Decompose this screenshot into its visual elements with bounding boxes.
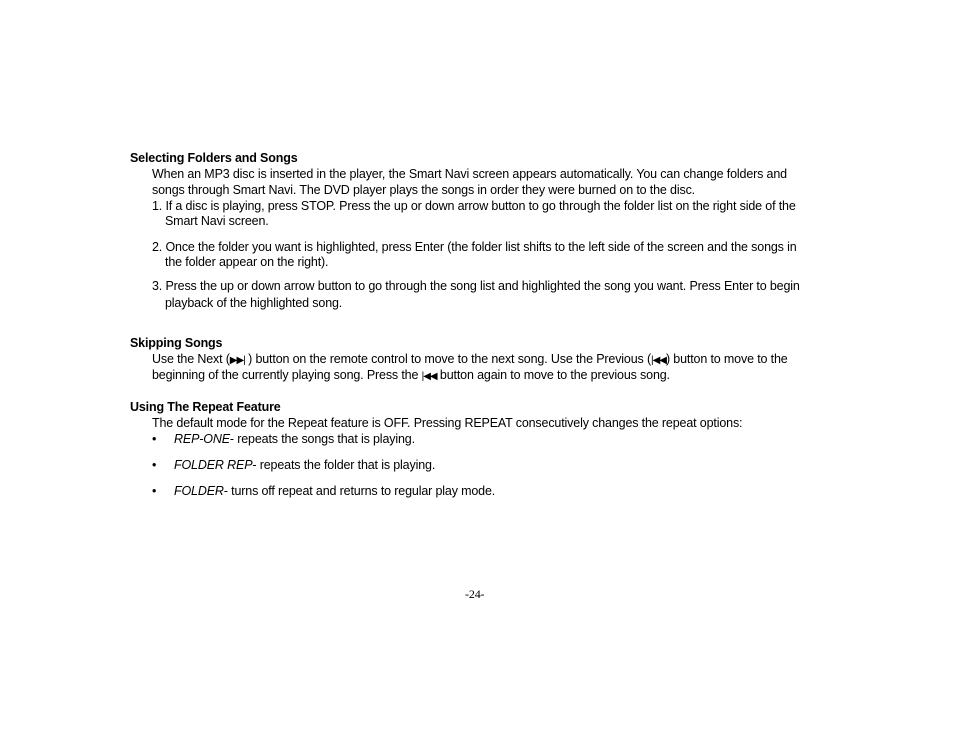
repeat-bullet-2: • <box>152 458 157 472</box>
selecting-heading: Selecting Folders and Songs <box>130 151 298 165</box>
repeat-item-desc: - repeats the songs that is playing. <box>229 432 415 446</box>
repeat-item-term: FOLDER <box>174 484 224 498</box>
repeat-intro: The default mode for the Repeat feature is OFF. Pressing REPEAT consecutively changes the repeat options: <box>152 416 743 430</box>
repeat-item-folder <box>174 483 495 499</box>
previous-track-icon: |◀◀ <box>650 355 666 366</box>
step2-line1: 2. Once the folder you want is highlighted, press Enter (the folder list shifts to the left side of the screen and the songs in <box>152 240 797 254</box>
step3-line1: 3. Press the up or down arrow button to go through the song list and highlighted the song you want. Press Enter to begin <box>152 279 800 293</box>
selecting-intro-line2: songs through Smart Navi. The DVD player plays the songs in order they were burned on to the disc. <box>152 183 696 197</box>
repeat-item-term: FOLDER REP <box>174 458 253 472</box>
repeat-item-term: REP-ONE <box>174 432 230 446</box>
skipping-heading: Skipping Songs <box>130 336 223 350</box>
step1-line1: 1. If a disc is playing, press STOP. Press the up or down arrow button to go through the folder list on the right side of the <box>152 199 796 213</box>
skipping-line2-part-a: beginning of the currently playing song. Press the <box>152 368 422 382</box>
repeat-bullet-1: • <box>152 432 157 446</box>
skipping-line1-part-b: ) button on the remote control to move to the next song. Use the Previous ( <box>244 352 651 366</box>
step3-line2: playback of the highlighted song. <box>165 296 343 310</box>
skipping-line1-part-c: ) button to move to the <box>665 352 788 366</box>
skipping-line2 <box>152 367 670 385</box>
skipping-line2-part-b: button again to move to the previous song. <box>436 368 670 382</box>
step1-line2: Smart Navi screen. <box>165 214 269 228</box>
step2-line2: the folder appear on the right). <box>165 255 329 269</box>
repeat-item-folder-rep <box>174 457 435 473</box>
repeat-heading: Using The Repeat Feature <box>130 400 281 414</box>
repeat-item-desc: - turns off repeat and returns to regular play mode. <box>223 484 496 498</box>
next-track-icon: ▶▶| <box>229 355 245 366</box>
repeat-item-desc: - repeats the folder that is playing. <box>252 458 436 472</box>
previous-track-icon-inline: |◀◀ <box>421 371 437 382</box>
selecting-intro-line1: When an MP3 disc is inserted in the player, the Smart Navi screen appears automatically. You can change folders and <box>152 167 787 181</box>
page-number: -24- <box>465 587 485 601</box>
repeat-bullet-3: • <box>152 484 157 498</box>
repeat-item-rep-one <box>174 431 415 447</box>
skipping-line1-part-a: Use the Next ( <box>152 352 230 366</box>
